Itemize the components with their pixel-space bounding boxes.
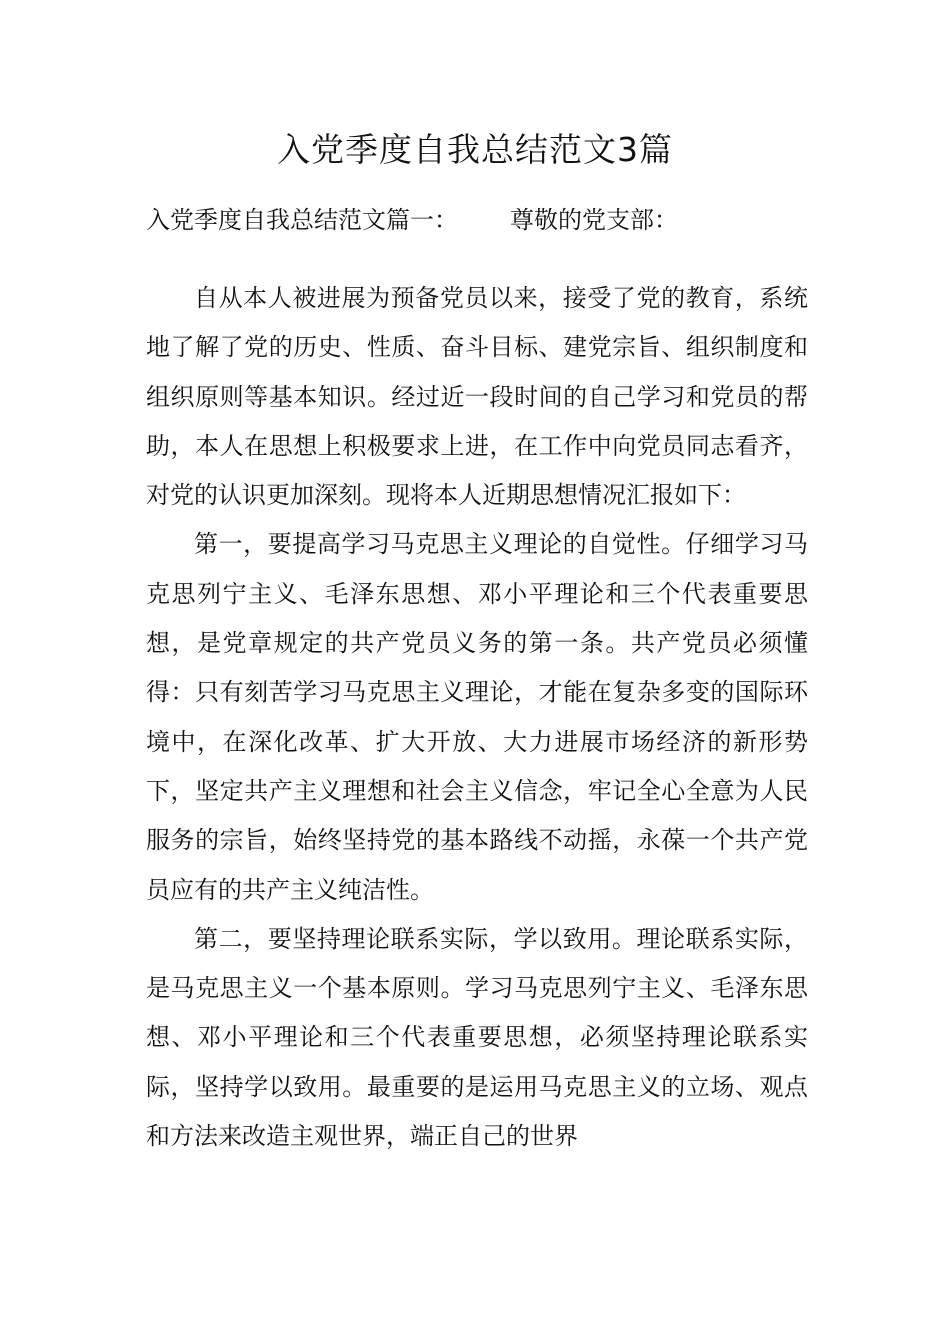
paragraph-second-point: 第二，要坚持理论联系实际，学以致用。理论联系实际，是马克思主义一个基本原则。学习马克思列宁主义、毛泽东思想、邓小平理论和三个代表重要思想，必须坚持理论联系实际，坚持学以致用。最重要的是运用马克思主义的立场、观点和方法来改造主观世界，端正自己的世界 xyxy=(146,924,808,1151)
salutation-line xyxy=(146,204,826,236)
document-title: 入党季度自我总结范文3篇 xyxy=(277,130,673,169)
greeting: 尊敬的党支部： xyxy=(510,206,678,234)
section-heading-label: 入党季度自我总结范文篇一： xyxy=(146,206,458,234)
body-text xyxy=(146,274,808,1161)
paragraph-intro: 自从本人被进展为预备党员以来，接受了党的教育，系统地了解了党的历史、性质、奋斗目标、建党宗旨、组织制度和组织原则等基本知识。经过近一段时间的自己学习和党员的帮助，本人在思想上积极要求上进，在工作中向党员同志看齐，对党的认识更加深刻。现将本人近期思想情况汇报如下： xyxy=(146,284,808,510)
paragraph-first-point: 第一，要提高学习马克思主义理论的自觉性。仔细学习马克思列宁主义、毛泽东思想、邓小平理论和三个代表重要思想，是党章规定的共产党员义务的第一条。共产党员必须懂得：只有刻苦学习马克思主义理论，才能在复杂多变的国际环境中，在深化改革、扩大开放、大力进展市场经济的新形势下，坚定共产主义理想和社会主义信念，牢记全心全意为人民服务的宗旨，始终坚持党的基本路线不动摇，永葆一个共产党员应有的共产主义纯洁性。 xyxy=(146,530,808,904)
